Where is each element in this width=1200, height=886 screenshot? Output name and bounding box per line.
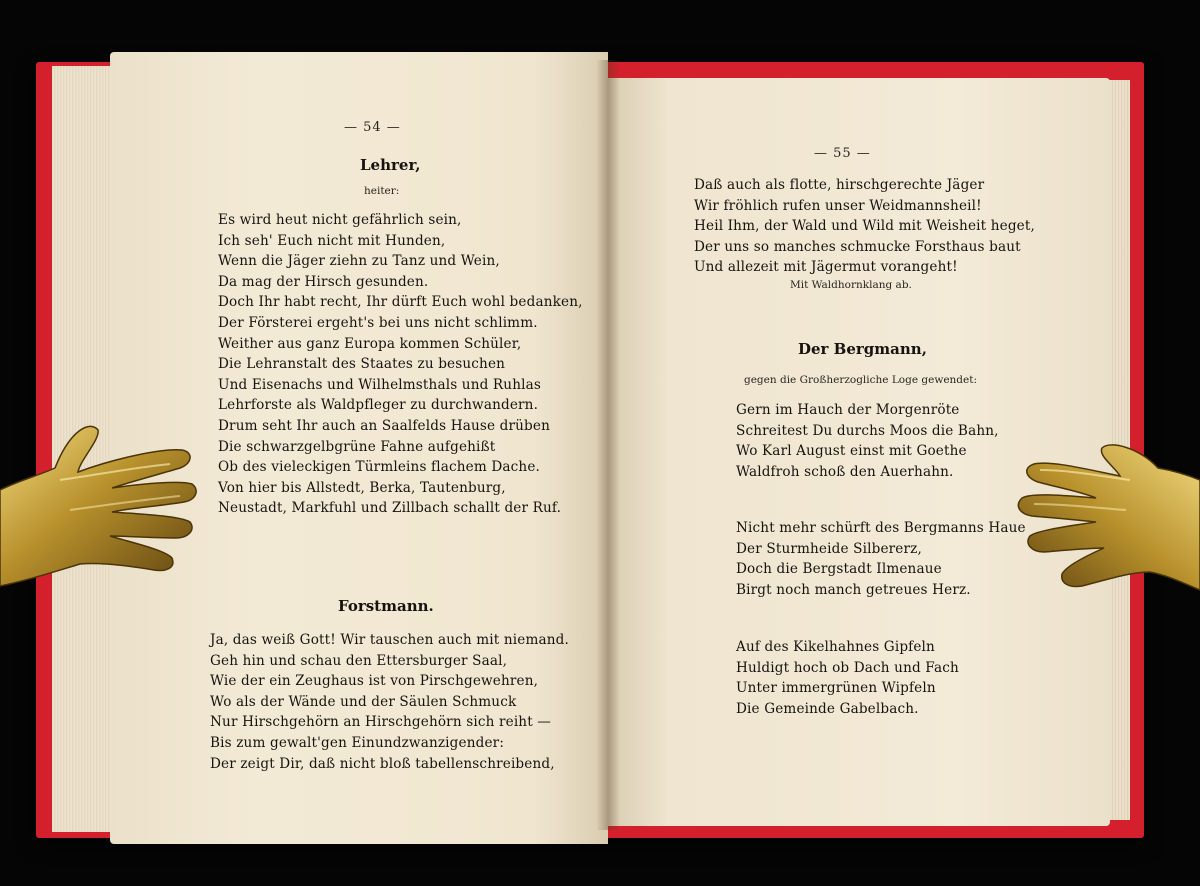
brass-hand-right-icon [1010,440,1200,610]
verse-line: Die schwarzgelbgrüne Fahne aufgehißt [218,438,496,455]
verse-line: Und allezeit mit Jägermut vorangeht! [694,259,958,276]
verse-line: Wenn die Jäger ziehn zu Tanz und Wein, [218,253,500,270]
section-subtitle-loge: gegen die Großherzogliche Loge gewendet: [744,374,977,386]
verse-line: Weither aus ganz Europa kommen Schüler, [218,335,522,352]
verse-line: Wir fröhlich rufen unser Weidmannsheil! [694,197,982,214]
stanza-3 [736,637,959,719]
verse-line: Die Lehranstalt des Staates zu besuchen [218,356,506,373]
verse-line: Doch die Bergstadt Ilmenaue [736,561,942,578]
verse-line: Geh hin und schau den Ettersburger Saal, [210,652,508,669]
verse-line: Der uns so manches schmucke Forsthaus baut [694,238,1021,255]
section-title-bergmann: Der Bergmann, [798,340,927,358]
verse-line: Neustadt, Markfuhl und Zillbach schallt der Ruf. [218,500,562,517]
stanza-1 [736,400,999,482]
verse-line: Drum seht Ihr auch an Saalfelds Hause drüben [218,417,551,434]
verse-line: Und Eisenachs und Wilhelmsthals und Ruhlas [218,376,541,393]
verse-line: Wo als der Wände und der Säulen Schmuck [210,693,517,710]
book-gutter [596,60,620,830]
verse-line: Lehrforste als Waldpfleger zu durchwandern. [218,397,539,414]
verse-line: Doch Ihr habt recht, Ihr dürft Euch wohl bedanken, [218,294,583,311]
page-number-right: — 55 — [814,146,871,161]
verse-line: Nur Hirschgehörn an Hirschgehörn sich reiht — [210,714,552,731]
verse-line: Heil Ihm, der Wald und Wild mit Weisheit heget, [694,218,1035,235]
verse-line: Schreitest Du durchs Moos die Bahn, [736,422,999,439]
verse-lehrer [218,210,583,519]
verse-line: Huldigt hoch ob Dach und Fach [736,659,959,676]
verse-line: Wie der ein Zeughaus ist von Pirschgewehren, [210,673,539,690]
verse-line: Nicht mehr schürft des Bergmanns Haue [736,520,1026,536]
brass-hand-left-icon [0,420,200,600]
verse-line: Unter immergrünen Wipfeln [736,680,936,697]
stanza-2 [736,518,1026,600]
section-title-lehrer: Lehrer, [360,156,421,174]
stage-direction: Mit Waldhornklang ab. [790,279,912,291]
verse-line: Von hier bis Allstedt, Berka, Tautenburg, [218,479,506,496]
section-subtitle-heiter: heiter: [364,185,400,197]
verse-forstmann [210,630,569,774]
verse-line: Birgt noch manch getreues Herz. [736,581,971,598]
verse-line: Wo Karl August einst mit Goethe [736,443,967,460]
verse-line: Auf des Kikelhahnes Gipfeln [736,639,935,655]
page-number-left: — 54 — [344,120,401,135]
verse-line: Ob des vieleckigen Türmleins flachem Dache. [218,459,540,476]
verse-line: Die Gemeinde Gabelbach. [736,700,919,717]
verse-line: Der Sturmheide Silbererz, [736,540,922,557]
verse-line: Da mag der Hirsch gesunden. [218,273,429,290]
verse-line: Daß auch als flotte, hirschgerechte Jäger [694,177,985,193]
verse-line: Ja, das weiß Gott! Wir tauschen auch mit niemand. [210,632,570,648]
verse-line: Waldfroh schoß den Auerhahn. [736,463,954,480]
verse-line: Ich seh' Euch nicht mit Hunden, [218,232,446,249]
verse-line: Bis zum gewalt'gen Einundzwanzigender: [210,734,505,751]
verse-line: Der zeigt Dir, daß nicht bloß tabellenschreibend, [210,755,555,772]
verse-jaeger [694,175,1035,278]
verse-line: Es wird heut nicht gefährlich sein, [218,212,462,228]
verse-line: Der Försterei ergeht's bei uns nicht schlimm. [218,314,538,331]
section-title-forstmann: Forstmann. [338,597,434,615]
verse-line: Gern im Hauch der Morgenröte [736,402,960,418]
